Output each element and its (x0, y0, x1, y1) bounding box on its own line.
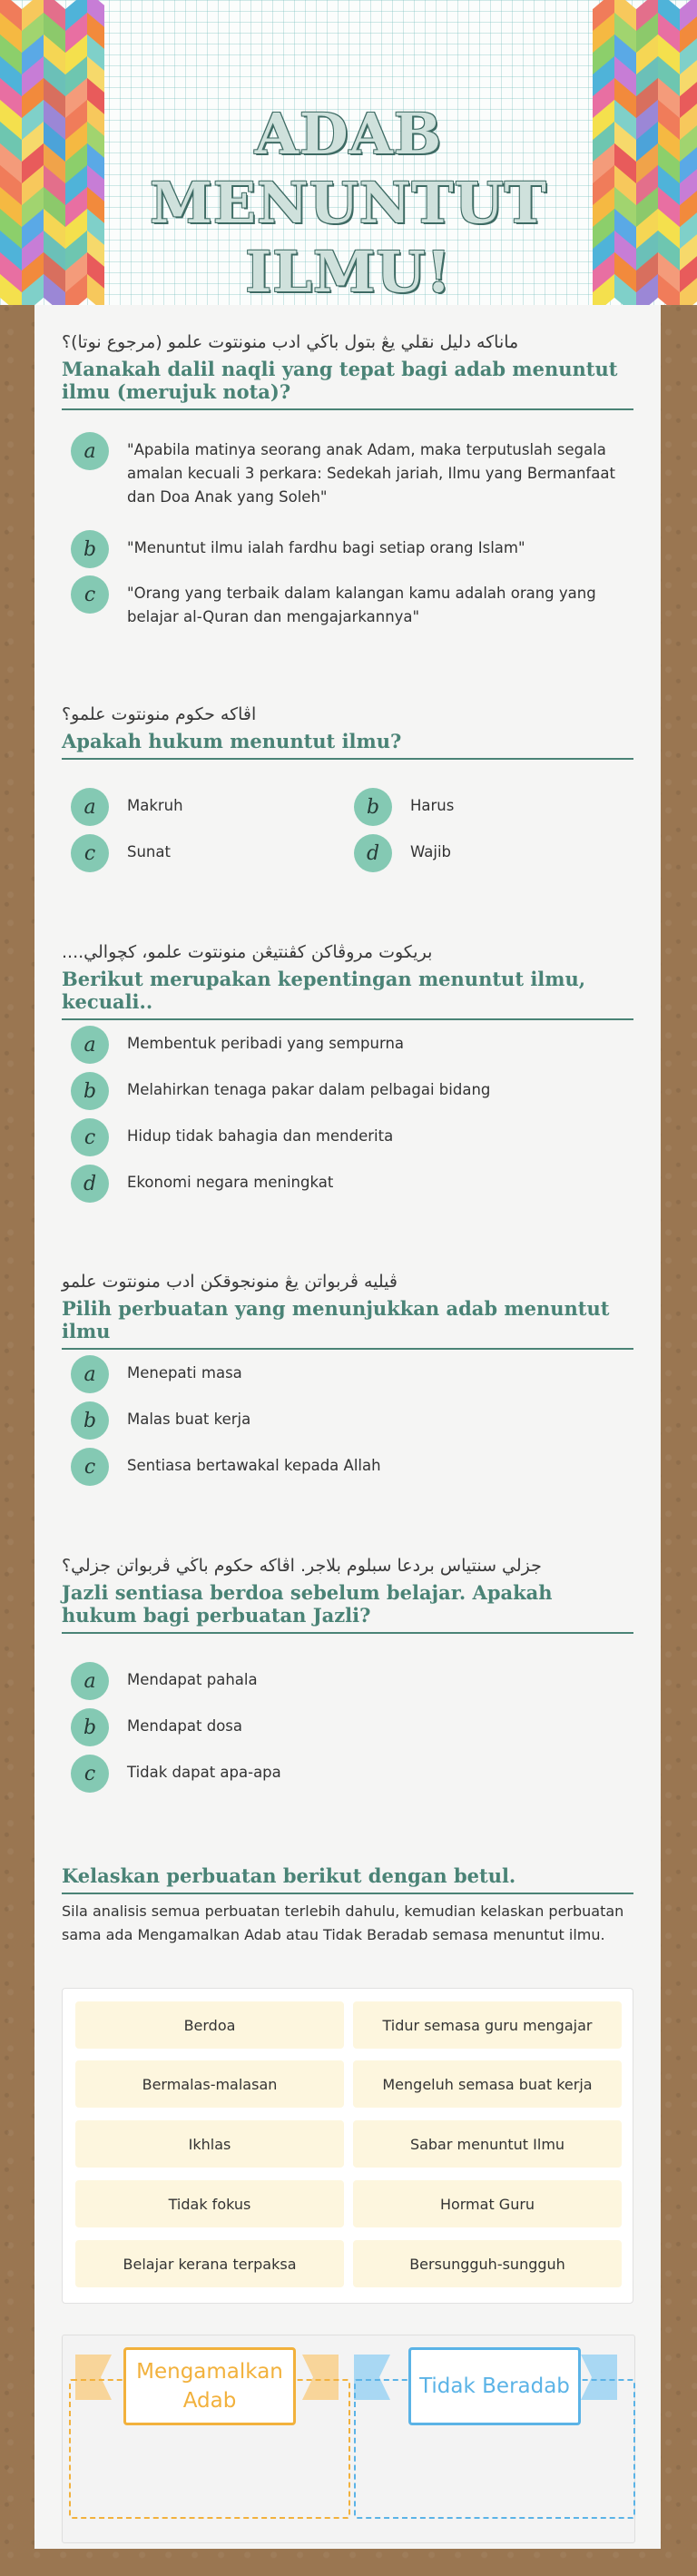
question-1-title: Manakah dalil naqli yang tepat bagi adab menuntut ilmu (merujuk nota)? (62, 358, 633, 410)
option-text: Menepati masa (127, 1364, 242, 1381)
option-badge: b (71, 1708, 109, 1746)
option-badge: a (71, 1026, 109, 1064)
chevron-column (44, 0, 65, 305)
option-text: Ekonomi negara meningkat (127, 1174, 334, 1191)
option-3b[interactable] (71, 1072, 490, 1110)
option-2d[interactable] (354, 834, 451, 872)
option-badge: c (71, 834, 109, 872)
question-2-jawi: اڤاکه حکوم منونتوت علمو؟ (62, 704, 257, 724)
option-3c[interactable] (71, 1118, 393, 1156)
chevron-column (22, 0, 44, 305)
option-badge: a (71, 1662, 109, 1700)
option-badge: d (71, 1165, 109, 1203)
option-text: Harus (410, 797, 455, 814)
option-5a[interactable] (71, 1662, 258, 1700)
option-badge: b (354, 788, 392, 826)
option-1b[interactable] (71, 530, 615, 568)
chevron-column (636, 0, 658, 305)
question-2 (62, 703, 633, 760)
option-4a[interactable] (71, 1355, 242, 1393)
option-3a[interactable] (71, 1026, 404, 1064)
option-badge: b (71, 530, 109, 568)
draggable-item[interactable]: Tidak fokus (75, 2180, 344, 2227)
option-badge: b (71, 1072, 109, 1110)
category-label-tidak-beradab: Tidak Beradab (408, 2347, 581, 2425)
option-text: Sunat (127, 843, 171, 860)
category-label-mengamalkan-adab: Mengamalkan Adab (123, 2347, 296, 2425)
option-5b[interactable] (71, 1708, 242, 1746)
option-badge: c (71, 575, 109, 614)
option-badge: a (71, 788, 109, 826)
option-text: Mendapat dosa (127, 1717, 243, 1735)
option-1a[interactable] (71, 432, 615, 509)
classify-instructions: Sila analisis semua perbuatan terlebih dahulu, kemudian kelaskan perbuatan sama ada Mengamalkan Adab atau Tidak Beradab semasa menuntut ilmu. (62, 1903, 624, 1943)
option-1c[interactable] (71, 575, 597, 629)
option-text: "Orang yang terbaik dalam kalangan kamu adalah orang yang belajar al-Quran dan mengajarkannya" (127, 585, 596, 625)
header-banner (0, 0, 697, 305)
draggable-item[interactable]: Sabar menuntut Ilmu (353, 2120, 622, 2168)
draggable-item[interactable]: Belajar kerana terpaksa (75, 2240, 344, 2287)
chevron-column (680, 0, 697, 305)
draggable-item[interactable]: Mengeluh semasa buat kerja (353, 2060, 622, 2108)
question-3-title: Berikut merupakan kepentingan menuntut ilmu, kecuali.. (62, 968, 633, 1020)
question-1 (62, 330, 633, 410)
draggable-item[interactable]: Berdoa (75, 2001, 344, 2049)
option-badge: a (71, 1355, 109, 1393)
option-badge: d (354, 834, 392, 872)
draggable-item[interactable]: Bermalas-malasan (75, 2060, 344, 2108)
option-5c[interactable] (71, 1755, 281, 1793)
classify-section (62, 1861, 633, 1947)
option-4b[interactable] (71, 1401, 250, 1440)
draggable-item[interactable]: Bersungguh-sungguh (353, 2240, 622, 2287)
option-badge: c (71, 1118, 109, 1156)
option-text: Tidak dapat apa-apa (127, 1764, 281, 1781)
classify-title: Kelaskan perbuatan berikut dengan betul. (62, 1864, 633, 1894)
option-2a[interactable] (71, 788, 183, 826)
option-2c[interactable] (71, 834, 171, 872)
draggable-item[interactable]: Ikhlas (75, 2120, 344, 2168)
option-text: Malas buat kerja (127, 1411, 251, 1428)
option-text: Wajib (410, 843, 452, 860)
worksheet-card (34, 305, 661, 2549)
option-badge: b (71, 1401, 109, 1440)
page-title: ADAB MENUNTUT ILMU! (150, 101, 547, 305)
option-4c[interactable] (71, 1448, 381, 1486)
option-text: Membentuk peribadi yang sempurna (127, 1035, 405, 1052)
question-4 (62, 1270, 633, 1350)
question-1-jawi: ماناكه دليل نقلي يڠ بتول باڬي ادب منونتوت علمو (مرجوع نوتا)؟ (62, 332, 519, 352)
question-5-jawi: جزلي سنتياس بردعا سبلوم بلاجر. اڤاکه حکوم باڬي ڤربواتن جزلي؟ (62, 1556, 542, 1576)
option-badge: c (71, 1448, 109, 1486)
question-5-title: Jazli sentiasa berdoa sebelum belajar. Apakah hukum bagi perbuatan Jazli? (62, 1581, 633, 1634)
question-2-title: Apakah hukum menuntut ilmu? (62, 730, 633, 760)
question-4-jawi: ڤيليه ڤربواتن يڠ منونجوقکن ادب منونتوت علمو (62, 1272, 398, 1292)
chevron-column (658, 0, 680, 305)
option-text: Makruh (127, 797, 183, 814)
chevron-column (0, 0, 22, 305)
option-badge: c (71, 1755, 109, 1793)
question-4-title: Pilih perbuatan yang menunjukkan adab menuntut ilmu (62, 1297, 633, 1350)
option-text: Mendapat pahala (127, 1671, 258, 1688)
question-3-jawi: بريکوت مروڤاکن کڤنتيڠن منونتوت علمو، کچوالي.... (62, 942, 433, 962)
option-2b[interactable] (354, 788, 454, 826)
question-3 (62, 940, 633, 1020)
option-text: "Apabila matinya seorang anak Adam, maka terputuslah segala amalan kecuali 3 perkara: Sedekah jariah, Ilmu yang Bermanfaat dan Doa Anak yang Soleh" (127, 441, 615, 506)
option-3d[interactable] (71, 1165, 333, 1203)
option-text: Hidup tidak bahagia dan menderita (127, 1127, 394, 1145)
option-text: Melahirkan tenaga pakar dalam pelbagai bidang (127, 1081, 491, 1098)
draggable-items-panel (62, 1988, 633, 2304)
draggable-item[interactable]: Hormat Guru (353, 2180, 622, 2227)
question-5 (62, 1554, 633, 1634)
option-badge: a (71, 432, 109, 470)
draggable-item[interactable]: Tidur semasa guru mengajar (353, 2001, 622, 2049)
option-text: "Menuntut ilmu ialah fardhu bagi setiap orang Islam" (127, 539, 525, 556)
option-text: Sentiasa bertawakal kepada Allah (127, 1457, 381, 1474)
